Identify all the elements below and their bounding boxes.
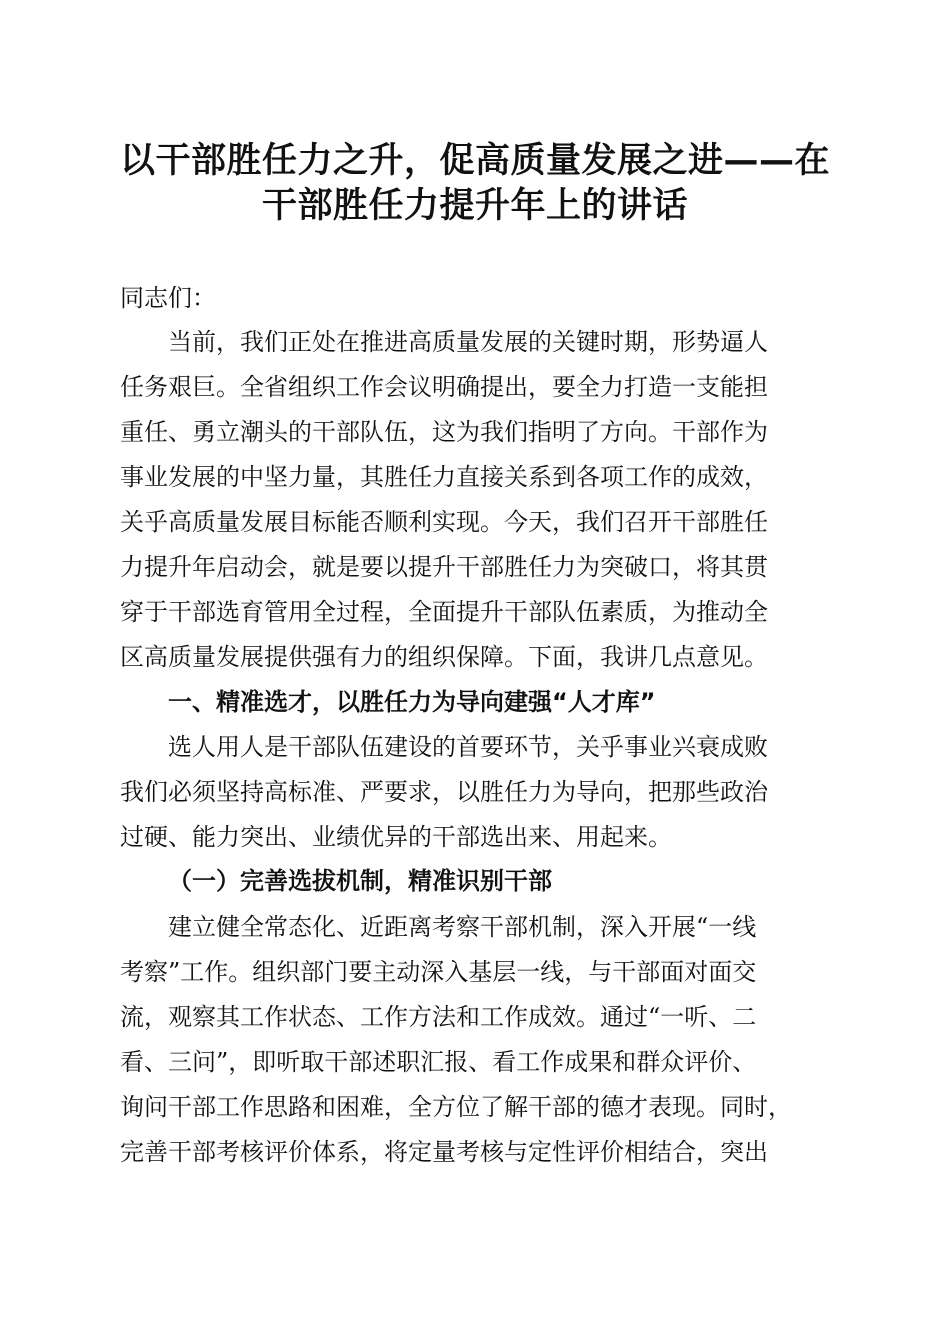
paragraph-1-line: 关乎高质量发展目标能否顺利实现。今天，我们召开干部胜任 bbox=[120, 508, 768, 536]
paragraph-2-line: 我们必须坚持高标准、严要求，以胜任力为导向，把那些政治 bbox=[120, 778, 768, 806]
subsection-heading: （一）完善选拔机制，精准识别干部 bbox=[168, 866, 552, 895]
section-heading: 一、精准选才，以胜任力为导向建强“人才库” bbox=[168, 688, 656, 716]
paragraph-1-line: 重任、勇立潮头的干部队伍，这为我们指明了方向。干部作为 bbox=[120, 418, 768, 446]
paragraph-1-line: 力提升年启动会，就是要以提升干部胜任力为突破口，将其贯 bbox=[120, 553, 768, 581]
paragraph-1-line: 穿于干部选育管用全过程，全面提升干部队伍素质，为推动全 bbox=[120, 598, 768, 626]
document-title-line-1: 以干部胜任力之升，促高质量发展之进——在 bbox=[119, 141, 830, 181]
document-title-line-2: 干部胜任力提升年上的讲话 bbox=[261, 186, 688, 226]
paragraph-3-line: 考察”工作。组织部门要主动深入基层一线，与干部面对面交 bbox=[120, 958, 757, 986]
paragraph-3-line: 完善干部考核评价体系，将定量考核与定性评价相结合，突出 bbox=[120, 1138, 768, 1166]
paragraph-1-line: 任务艰巨。全省组织工作会议明确提出，要全力打造一支能担 bbox=[120, 373, 768, 401]
salutation: 同志们： bbox=[120, 284, 216, 312]
paragraph-3-line: 看、三问”，即听取干部述职汇报、看工作成果和群众评价、 bbox=[120, 1048, 757, 1076]
paragraph-3-line: 流，观察其工作状态、工作方法和工作成效。通过“一听、二 bbox=[120, 1003, 757, 1031]
paragraph-2-line: 过硬、能力突出、业绩优异的干部选出来、用起来。 bbox=[120, 823, 672, 851]
paragraph-2-line: 选人用人是干部队伍建设的首要环节，关乎事业兴衰成败 bbox=[168, 733, 768, 761]
paragraph-3-line: 建立健全常态化、近距离考察干部机制，深入开展“一线 bbox=[168, 913, 757, 941]
paragraph-1-line: 当前，我们正处在推进高质量发展的关键时期，形势逼人 bbox=[168, 328, 768, 356]
paragraph-1-line: 区高质量发展提供强有力的组织保障。下面，我讲几点意见。 bbox=[120, 643, 768, 671]
paragraph-3-line: 询问干部工作思路和困难，全方位了解干部的德才表现。同时， bbox=[120, 1093, 792, 1121]
paragraph-1-line: 事业发展的中坚力量，其胜任力直接关系到各项工作的成效， bbox=[120, 463, 768, 491]
